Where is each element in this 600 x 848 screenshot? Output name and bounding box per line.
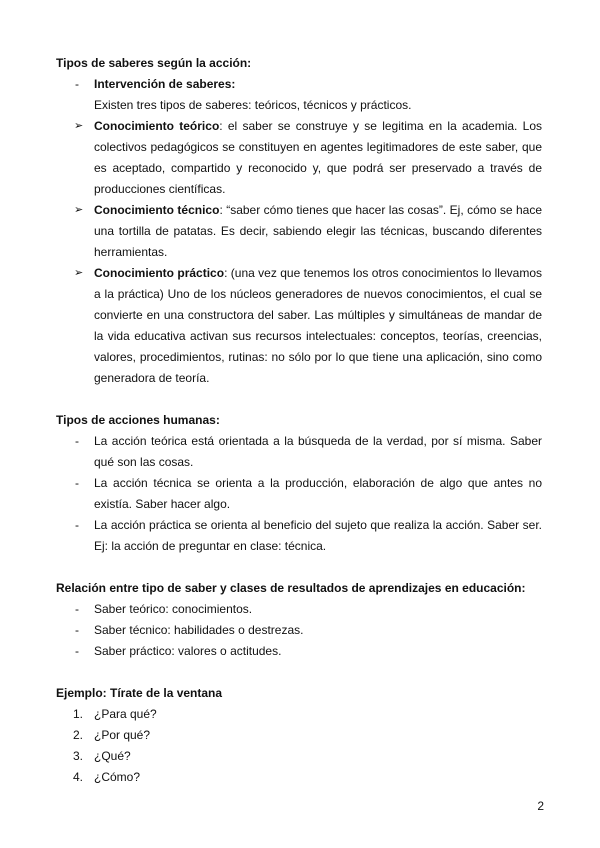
list-item-intervencion bbox=[56, 74, 542, 95]
list-item-conocimiento-tecnico bbox=[56, 200, 542, 263]
arrow-bullet-icon: ➢ bbox=[74, 267, 84, 279]
accion-teorica-text: La acción teórica está orientada a la búsqueda de la verdad, por sí misma. Saber qué son las cosas. bbox=[94, 434, 542, 469]
saber-practico-text: Saber práctico: valores o actitudes. bbox=[94, 644, 282, 658]
list-number: 1. bbox=[73, 707, 84, 721]
dash-bullet: - bbox=[75, 644, 79, 658]
intervencion-text: Existen tres tipos de saberes: teóricos, técnicos y prácticos. bbox=[94, 98, 412, 112]
list-item bbox=[56, 746, 542, 767]
section-heading-relacion: Relación entre tipo de saber y clases de resultados de aprendizajes en educación: bbox=[56, 581, 526, 595]
term-teorico: Conocimiento teórico bbox=[94, 119, 220, 133]
list-item bbox=[56, 620, 542, 641]
arrow-bullet-icon: ➢ bbox=[74, 204, 84, 216]
dash-bullet: - bbox=[75, 434, 79, 448]
section-heading-acciones-humanas: Tipos de acciones humanas: bbox=[56, 413, 220, 427]
list-item-conocimiento-practico bbox=[56, 263, 542, 389]
list-item bbox=[56, 767, 542, 788]
acciones-list bbox=[56, 431, 542, 557]
text-teorico: : el saber se construye y se legitima en la academia. Los colectivos pedagógicos se constituyen en agentes legitimadores de este saber, que es aceptado, compartido y reconocido y, que podrá ser preservado a través de producciones científicas. bbox=[94, 119, 542, 196]
dash-bullet: - bbox=[75, 476, 79, 490]
list-item bbox=[56, 725, 542, 746]
accion-practica-text: La acción práctica se orienta al beneficio del sujeto que realiza la acción. Saber ser. Ej: la acción de preguntar en clase: técnica. bbox=[94, 518, 542, 553]
list-number: 3. bbox=[73, 749, 84, 763]
text-tecnico: : “saber cómo tienes que hacer las cosas”. Ej, cómo se hace una tortilla de patatas. Es decir, sabiendo elegir las técnicas, buscando diferentes herramientas. bbox=[94, 203, 542, 259]
list-item-conocimiento-teorico bbox=[56, 116, 542, 200]
text-practico: : (una vez que tenemos los otros conocimientos lo llevamos a la práctica) Uno de los núcleos generadores de nuevos conocimientos, el cual se convierte en una constructora del saber. Las múltiples y simultáneas de mandar de la vida educativa activan sus recursos intelectuales: conceptos, teorías, creencias, valores, procedimientos, rutinas: no sólo por lo que tiene una aplicación, sino como generadora de teoría. bbox=[94, 266, 542, 385]
saberes-list bbox=[56, 74, 542, 389]
relacion-list bbox=[56, 599, 542, 662]
question-text: ¿Cómo? bbox=[94, 770, 141, 784]
dash-bullet: - bbox=[75, 77, 79, 91]
list-item bbox=[56, 515, 542, 557]
list-number: 4. bbox=[73, 770, 84, 784]
list-item bbox=[56, 431, 542, 473]
question-text: ¿Por qué? bbox=[94, 728, 151, 742]
list-item bbox=[56, 599, 542, 620]
section-heading-tipos-saberes: Tipos de saberes según la acción: bbox=[56, 56, 252, 70]
page-number: 2 bbox=[537, 799, 544, 813]
accion-tecnica-text: La acción técnica se orienta a la producción, elaboración de algo que antes no existía. Saber hacer algo. bbox=[94, 476, 542, 511]
section-heading-ejemplo: Ejemplo: Tírate de la ventana bbox=[56, 686, 223, 700]
list-number: 2. bbox=[73, 728, 84, 742]
term-tecnico: Conocimiento técnico bbox=[94, 203, 220, 217]
ejemplo-numbered-list bbox=[56, 704, 542, 788]
saber-teorico-text: Saber teórico: conocimientos. bbox=[94, 602, 253, 616]
dash-bullet: - bbox=[75, 602, 79, 616]
term-practico: Conocimiento práctico bbox=[94, 266, 225, 280]
list-item bbox=[56, 704, 542, 725]
list-item bbox=[56, 641, 542, 662]
question-text: ¿Qué? bbox=[94, 749, 131, 763]
intervencion-label: Intervención de saberes: bbox=[94, 77, 236, 91]
saber-tecnico-text: Saber técnico: habilidades o destrezas. bbox=[94, 623, 304, 637]
list-item bbox=[56, 473, 542, 515]
dash-bullet: - bbox=[75, 518, 79, 532]
arrow-bullet-icon: ➢ bbox=[74, 120, 84, 132]
question-text: ¿Para qué? bbox=[94, 707, 157, 721]
dash-bullet: - bbox=[75, 623, 79, 637]
